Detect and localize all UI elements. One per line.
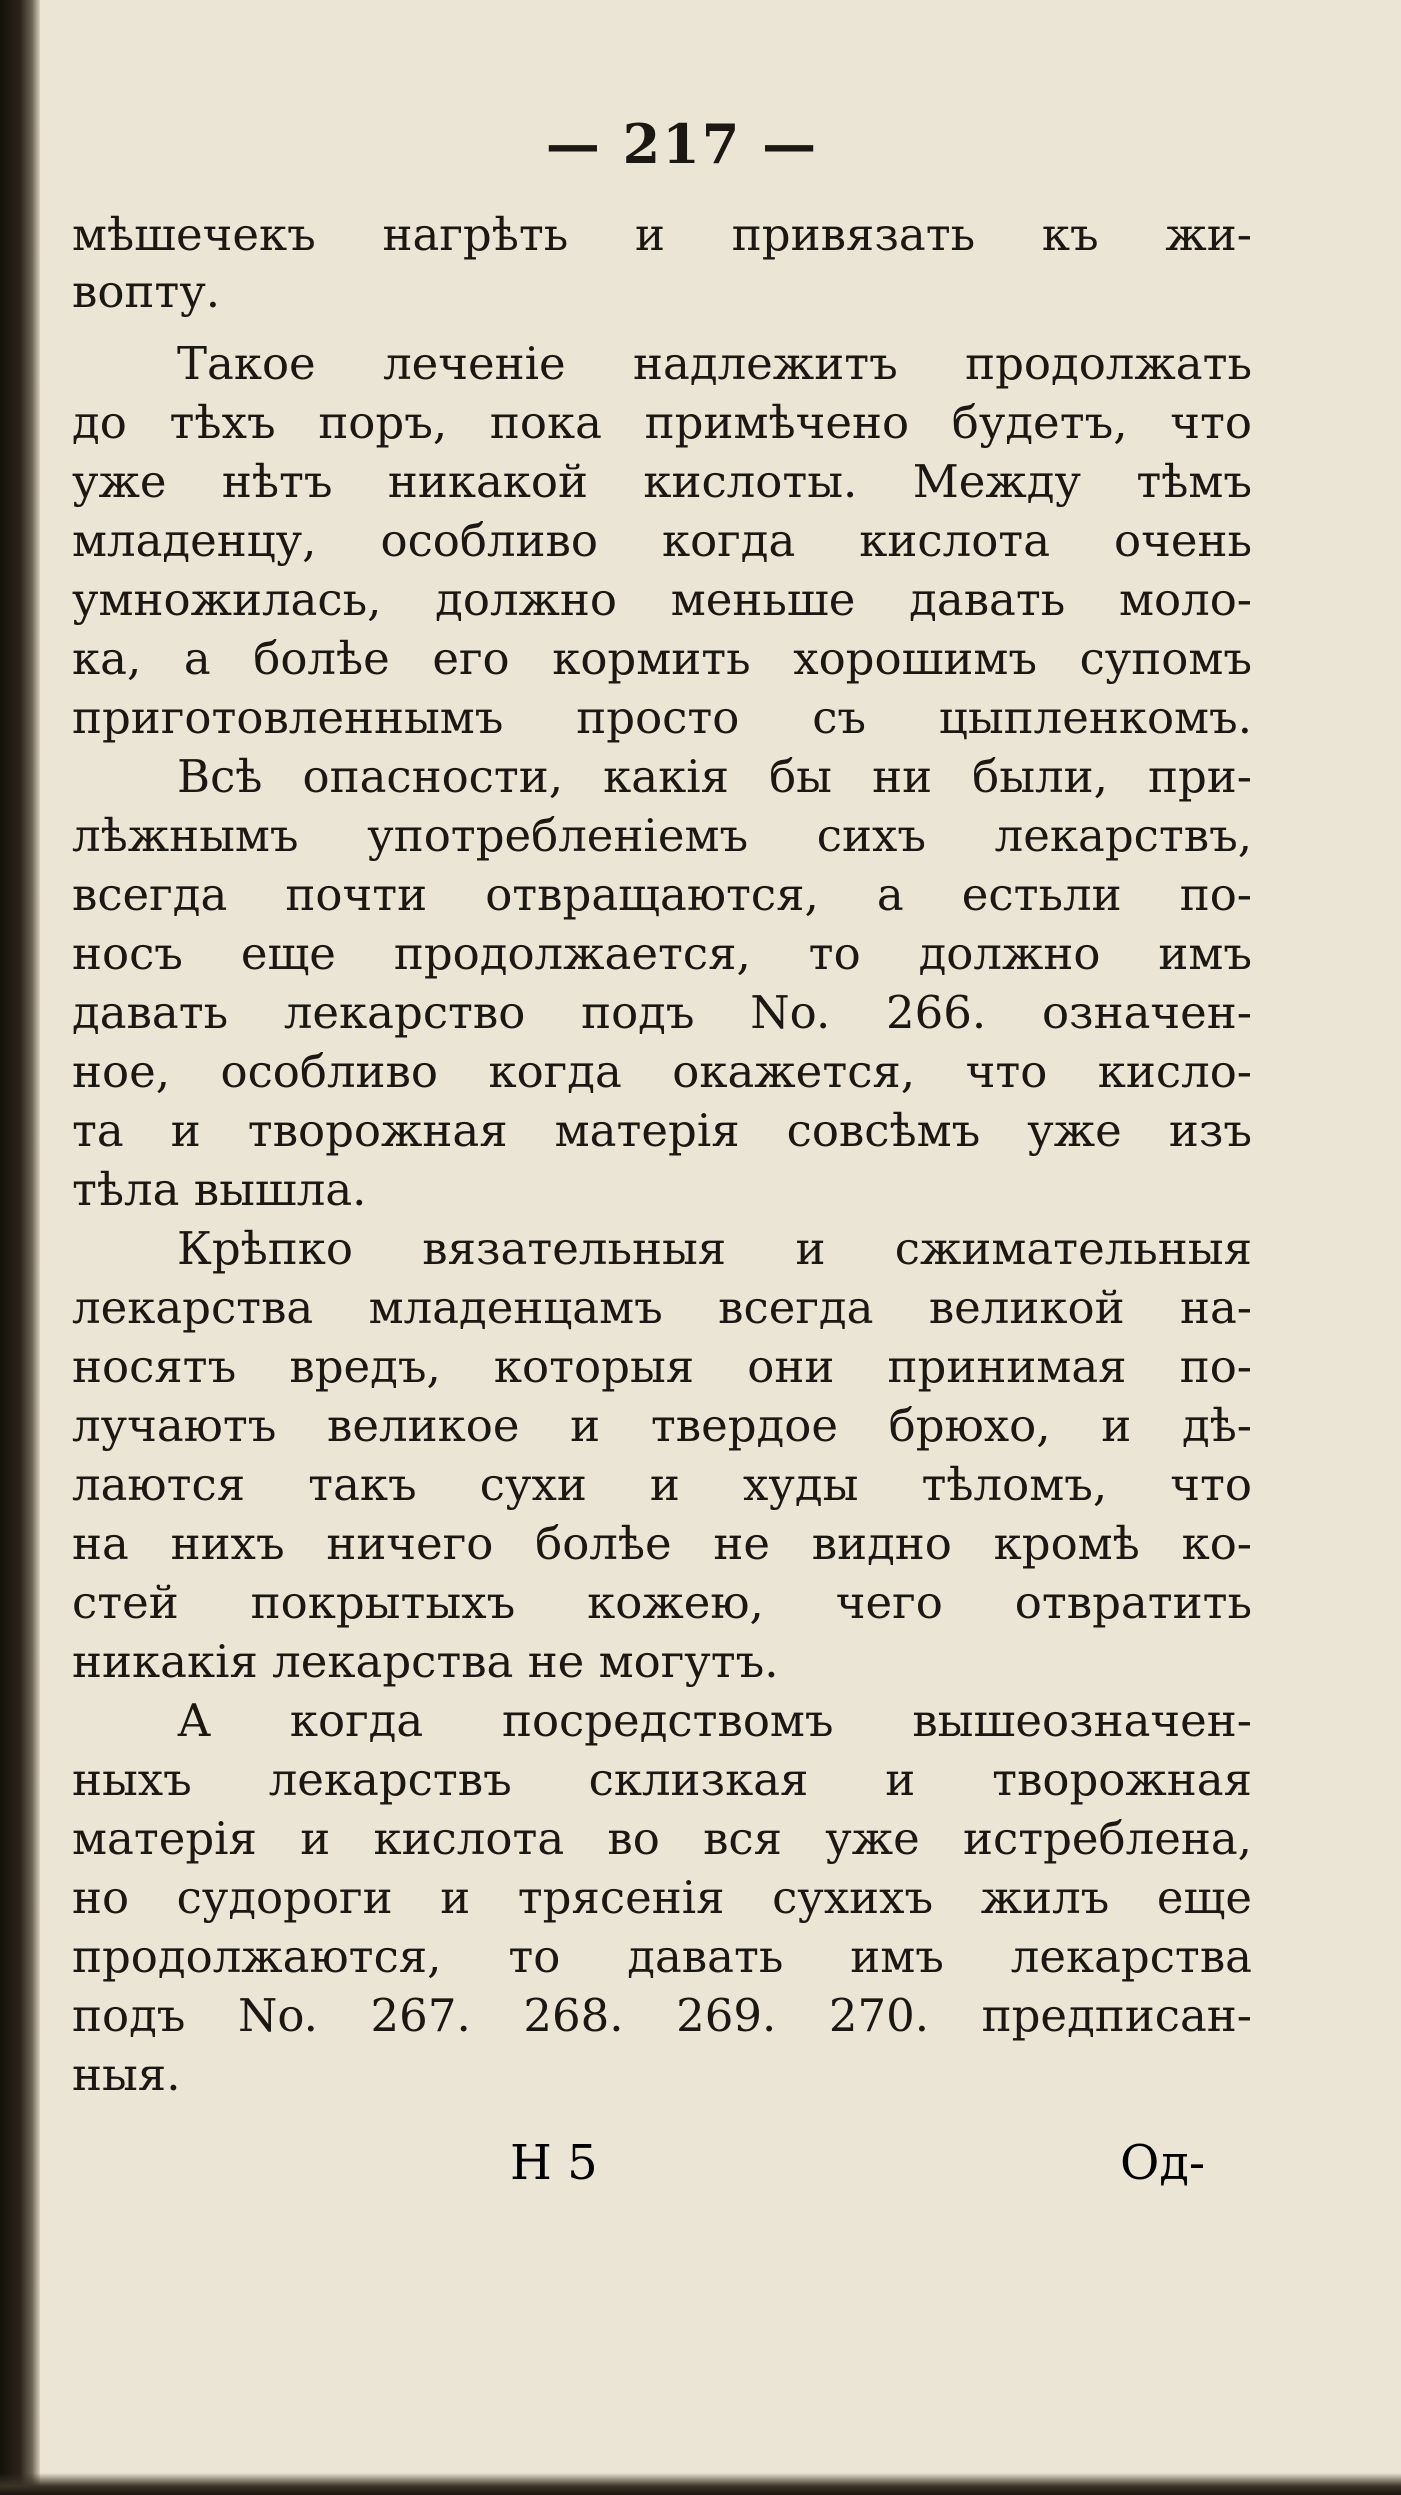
text-line: Крѣпко вязательныя и сжимательныя xyxy=(177,1222,1252,1275)
text-line: тѣла вышла. xyxy=(72,1163,367,1216)
catchword: Од- xyxy=(1120,2135,1206,2191)
text-line: давать лекарство подъ No. 266. означен- xyxy=(72,986,1252,1039)
signature-mark: Н 5 xyxy=(510,2135,598,2191)
text-line: уже нѣтъ никакой кислоты. Между тѣмъ xyxy=(72,455,1252,508)
text-line: лекарства младенцамъ всегда великой на- xyxy=(72,1281,1252,1334)
text-line: приготовленнымъ просто съ цыпленкомъ. xyxy=(72,691,1252,744)
text-line: умножилась, должно меньше давать моло- xyxy=(72,573,1252,626)
text-line: носъ еще продолжается, то должно имъ xyxy=(72,927,1252,980)
text-line: та и творожная матерія совсѣмъ уже изъ xyxy=(72,1104,1252,1157)
text-line: всегда почти отвращаются, а естьли по- xyxy=(72,868,1252,921)
text-line: младенцу, особливо когда кислота очень xyxy=(72,514,1252,567)
text-line: продолжаются, то давать имъ лекарства xyxy=(72,1930,1252,1983)
text-line: стей покрытыхъ кожею, чего отвратить xyxy=(72,1576,1252,1629)
text-line: матерія и кислота во вся уже истреблена, xyxy=(72,1812,1252,1865)
text-line: на нихъ ничего болѣе не видно кромѣ ко- xyxy=(72,1517,1252,1570)
text-line: лѣжнымъ употребленіемъ сихъ лекарствъ, xyxy=(72,809,1252,862)
text-line: носятъ вредъ, которыя они принимая по- xyxy=(72,1340,1252,1393)
text-line: Всѣ опасности, какія бы ни были, при- xyxy=(177,750,1252,803)
text-line: подъ No. 267. 268. 269. 270. предписан- xyxy=(72,1989,1252,2042)
text-line: вопту. xyxy=(72,265,221,318)
book-gutter-shadow xyxy=(0,0,40,2495)
text-line: никакія лекарства не могутъ. xyxy=(72,1635,779,1688)
text-line: ныхъ лекарствъ склизкая и творожная xyxy=(72,1753,1252,1806)
text-line: ное, особливо когда окажется, что кисло- xyxy=(72,1045,1252,1098)
text-line: мѣшечекъ нагрѣть и привязать къ жи- xyxy=(72,208,1252,261)
text-line: ка, а болѣе его кормить хорошимъ супомъ xyxy=(72,632,1252,685)
text-line: А когда посредствомъ вышеозначен- xyxy=(177,1694,1252,1747)
text-line: лучаютъ великое и твердое брюхо, и дѣ- xyxy=(72,1399,1252,1452)
text-line: ныя. xyxy=(72,2048,181,2101)
text-line: но судороги и трясенія сухихъ жилъ еще xyxy=(72,1871,1252,1924)
page-bottom-shadow xyxy=(0,2473,1401,2495)
text-line: Такое леченіе надлежитъ продолжать xyxy=(177,337,1252,390)
page-number-header: — 217 — xyxy=(545,112,819,176)
text-line: лаются такъ сухи и худы тѣломъ, что xyxy=(72,1458,1252,1511)
text-line: до тѣхъ поръ, пока примѣчено будетъ, что xyxy=(72,396,1252,449)
